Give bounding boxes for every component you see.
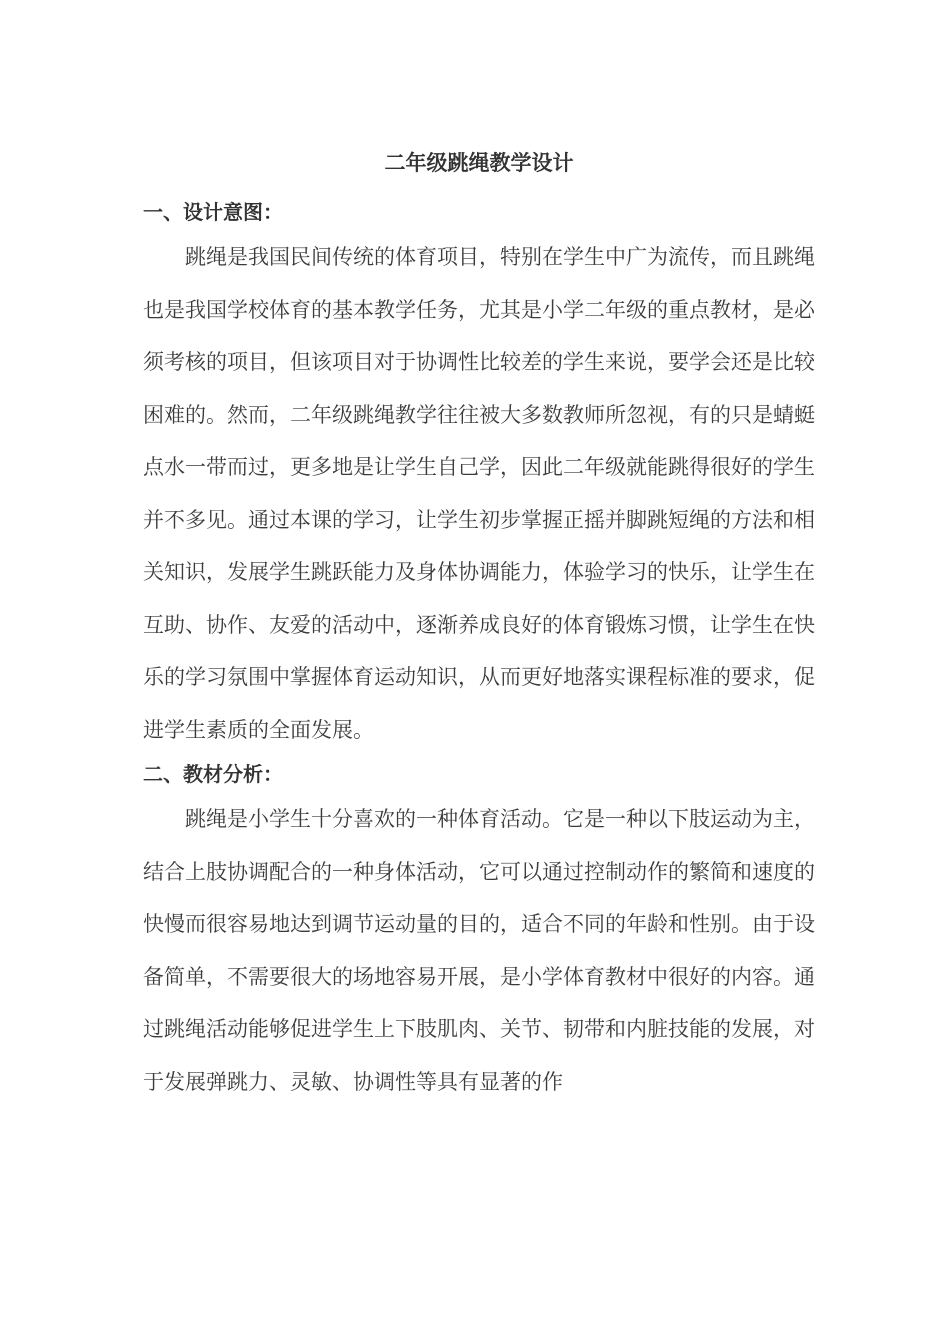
section-paragraph-design-intent: 跳绳是我国民间传统的体育项目，特别在学生中广为流传，而且跳绳也是我国学校体育的基本教学任务，尤其是小学二年级的重点教材，是必须考核的项目，但该项目对于协调性比较差的学生来说，要学会还是比较困难的。然而，二年级跳绳教学往往被大多数教师所忽视，有的只是蜻蜓点水一带而过，更多地是让学生自己学，因此二年级就能跳得很好的学生并不多见。通过本课的学习，让学生初步掌握正摇并脚跳短绳的方法和相关知识，发展学生跳跃能力及身体协调能力，体验学习的快乐，让学生在互助、协作、友爱的活动中，逐渐养成良好的体育锻炼习惯，让学生在快乐的学习氛围中掌握体育运动知识，从而更好地落实课程标准的要求，促进学生素质的全面发展。 <box>143 245 815 742</box>
document-title: 二年级跳绳教学设计 <box>384 151 574 175</box>
document-page <box>143 148 815 1112</box>
section-paragraph-material-analysis: 跳绳是小学生十分喜欢的一种体育活动。它是一种以下肢运动为主，结合上肢协调配合的一种身体活动，它可以通过控制动作的繁简和速度的快慢而很容易地达到调节运动量的目的，适合不同的年龄和性别。由于设备简单，不需要很大的场地容易开展，是小学体育教材中很好的内容。通过跳绳活动能够促进学生上下肢肌肉、关节、韧带和内脏技能的发展，对于发展弹跳力、灵敏、协调性等具有显著的作 <box>143 807 815 1094</box>
section-heading-design-intent: 一、设计意图： <box>143 200 283 224</box>
section-heading-material-analysis: 二、教材分析： <box>143 762 283 786</box>
